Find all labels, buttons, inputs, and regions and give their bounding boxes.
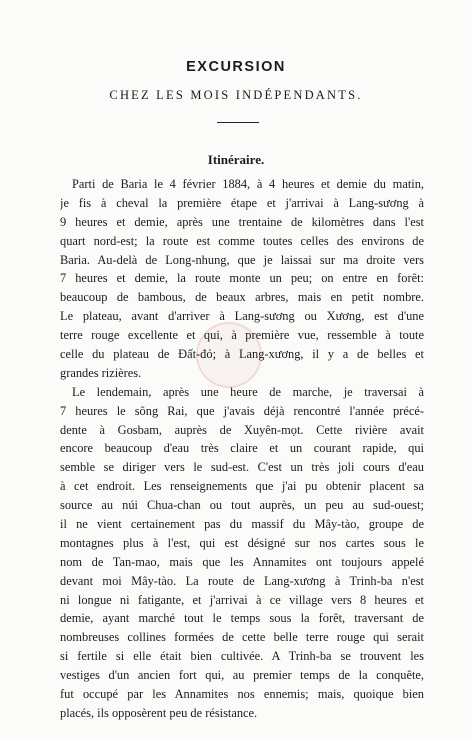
text-line: montagnes plus à l'est, qui est désigné sur nos cartes sous le	[60, 535, 424, 550]
text-line: devant moi Mây-tào. La route de Lang-xương à Trinh-ba n'est	[60, 573, 424, 588]
text-line: semble se diriger vers le sud-est. C'est un très joli cours d'eau	[60, 460, 424, 475]
text-line: vestiges d'un ancien fort qui, au premier temps de la conquête,	[60, 668, 424, 683]
text-line: encore beaucoup d'eau très claire et un courant rapide, qui	[60, 441, 424, 456]
text-line: à cet endroit. Les renseignements que j'ai pu obtenir placent sa	[60, 479, 424, 494]
text-line: il ne vient certainement pas du massif du Mây-tào, groupe de	[60, 517, 424, 532]
text-line: Le lendemain, après une heure de marche, je traversai à	[72, 384, 424, 399]
text-line: fut occupé par les Annamites nos ennemis; mais, quoique bien	[60, 687, 424, 702]
section-heading: Itinéraire.	[207, 152, 265, 167]
text-line: Parti de Baria le 4 février 1884, à 4 heures et demie du matin,	[72, 177, 424, 191]
text-line: Le plateau, avant d'arriver à Lang-sương ou Xương, est d'une	[60, 309, 424, 324]
text-line: nombreuses collines formées de cette belle terre rouge qui serait	[60, 630, 424, 645]
text-line: beaucoup de bambous, de beaux arbres, mais en petit nombre.	[60, 290, 424, 305]
text-line: terre rouge excellente et qui, à première vue, ressemble à toute	[60, 328, 424, 343]
text-line: dente à Gosbam, auprès de Xuyên-mọt. Cette rivière avait	[60, 422, 424, 437]
text-line: ni longue ni fatigante, et j'arrivai à ce village vers 8 heures et	[60, 592, 424, 607]
text-line: source au núi Chua-chan ou tout auprès, un peu au sud-ouest;	[60, 498, 424, 513]
text-line: 7 heures et demie, la route monte un peu; on entre en forêt:	[60, 271, 424, 286]
chapter-title: EXCURSION	[186, 59, 286, 75]
text-line: demie, ayant marché tout le temps sous la forêt, traversant de	[60, 611, 424, 626]
paragraph-2	[60, 383, 424, 723]
text-line: grandes rizières.	[60, 365, 142, 380]
text-line: quart nord-est; la route est comme toutes celles des environs de	[60, 233, 424, 248]
text-line: nom de Tan-mao, mais que les Annamites ont toujours appelé	[60, 554, 424, 569]
text-line: celle du plateau de Đất-đỏ; à Lang-xương, il y a de belles et	[60, 347, 424, 362]
text-line: je fis à cheval la première étape et j'arrivai à Lang-sương à	[60, 195, 424, 210]
text-line: Baria. Au-delà de Long-nhung, que je laissai sur ma droite vers	[60, 252, 424, 267]
title-divider	[217, 122, 259, 123]
text-line: 9 heures et demie, après une trentaine de kilomètres dans l'est	[60, 214, 424, 229]
text-line: 7 heures le sông Rai, que j'avais déjà rencontré l'année précé-	[60, 403, 424, 418]
body-text	[60, 175, 424, 723]
paragraph-1	[60, 175, 424, 383]
text-line: si fertile si elle était bien cultivée. A Trinh-ba se trouvent les	[60, 649, 424, 664]
text-line: placés, ils opposèrent peu de résistance.	[60, 705, 258, 720]
chapter-subtitle: CHEZ LES MOIS INDÉPENDANTS.	[109, 88, 363, 102]
